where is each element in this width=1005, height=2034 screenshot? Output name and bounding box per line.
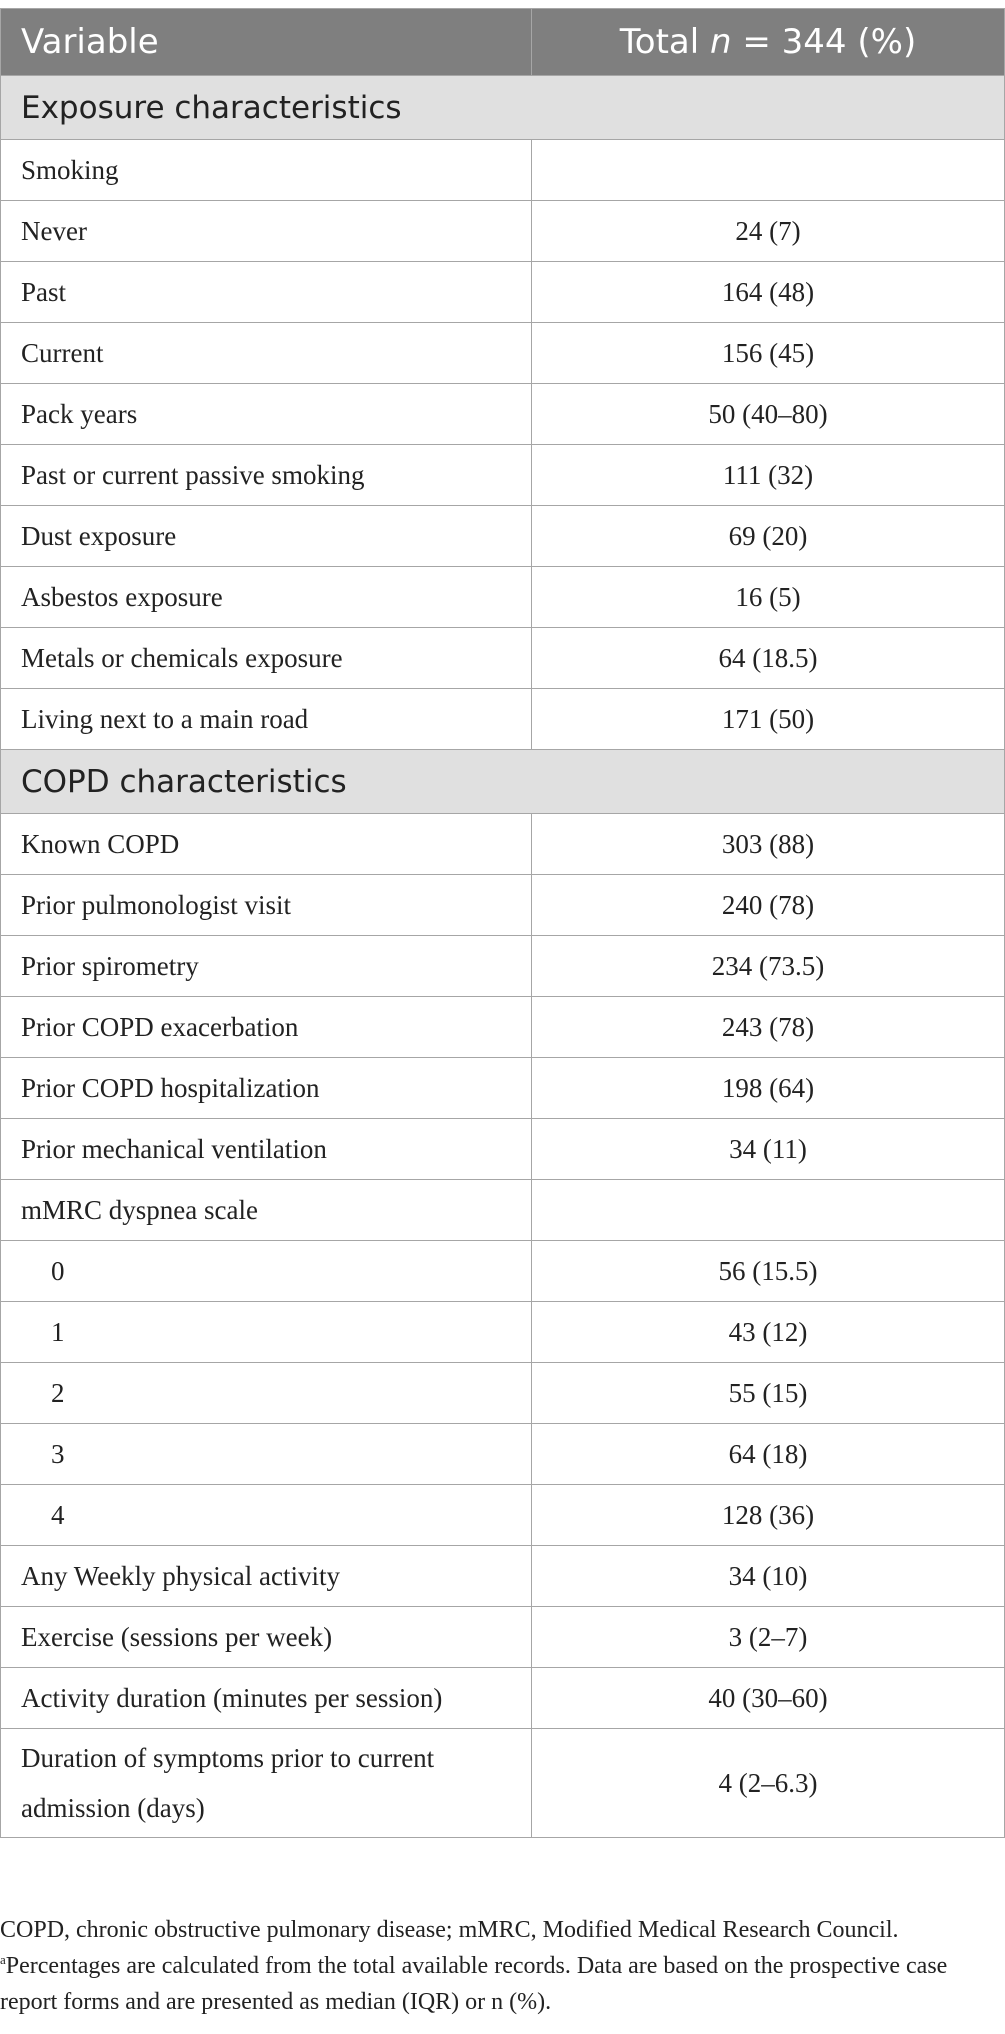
row-label: 4 (1, 1485, 532, 1546)
row-value: 24 (7) (532, 201, 1005, 262)
row-value: 3 (2–7) (532, 1607, 1005, 1668)
row-value: 156 (45) (532, 323, 1005, 384)
row-value: 34 (10) (532, 1546, 1005, 1607)
row-label: 0 (1, 1241, 532, 1302)
table-row (1, 506, 1005, 567)
header-total-n: n (710, 22, 732, 62)
table-row (1, 1119, 1005, 1180)
footnote-marker: a (0, 1952, 6, 1967)
header-total-suffix: = 344 (%) (731, 22, 917, 62)
row-label: Past or current passive smoking (1, 445, 532, 506)
row-value: 303 (88) (532, 814, 1005, 875)
table-row (1, 262, 1005, 323)
row-value: 234 (73.5) (532, 936, 1005, 997)
table-row (1, 1485, 1005, 1546)
row-value (532, 1180, 1005, 1241)
row-label: Duration of symptoms prior to current admission (days) (1, 1729, 532, 1838)
row-value (532, 140, 1005, 201)
characteristics-table (0, 8, 1005, 1838)
table-row (1, 875, 1005, 936)
row-label: Smoking (1, 140, 532, 201)
table-row (1, 1302, 1005, 1363)
header-total (532, 9, 1005, 76)
row-label: Prior COPD hospitalization (1, 1058, 532, 1119)
row-value: 56 (15.5) (532, 1241, 1005, 1302)
table-header-row (1, 9, 1005, 76)
row-value: 64 (18.5) (532, 628, 1005, 689)
row-value: 164 (48) (532, 262, 1005, 323)
row-value: 4 (2–6.3) (532, 1729, 1005, 1838)
row-label: Prior mechanical ventilation (1, 1119, 532, 1180)
row-label: 3 (1, 1424, 532, 1485)
row-label: Prior COPD exacerbation (1, 997, 532, 1058)
row-value: 69 (20) (532, 506, 1005, 567)
row-label: 1 (1, 1302, 532, 1363)
data-table-container (0, 8, 1005, 1838)
row-label: Known COPD (1, 814, 532, 875)
row-label: Past (1, 262, 532, 323)
row-label: Current (1, 323, 532, 384)
footnote-abbreviations: COPD, chronic obstructive pulmonary disease; mMRC, Modified Medical Research Council. (0, 1917, 899, 1943)
section-title: COPD characteristics (1, 750, 1005, 814)
section-header-row (1, 76, 1005, 140)
table-row (1, 689, 1005, 750)
row-label: mMRC dyspnea scale (1, 1180, 532, 1241)
table-row (1, 323, 1005, 384)
row-value: 43 (12) (532, 1302, 1005, 1363)
row-value: 243 (78) (532, 997, 1005, 1058)
row-label: Never (1, 201, 532, 262)
header-total-prefix: Total (619, 22, 710, 62)
row-label: Activity duration (minutes per session) (1, 1668, 532, 1729)
row-value: 171 (50) (532, 689, 1005, 750)
row-label: Pack years (1, 384, 532, 445)
table-row (1, 1729, 1005, 1838)
row-value: 34 (11) (532, 1119, 1005, 1180)
table-row (1, 1668, 1005, 1729)
row-label: Exercise (sessions per week) (1, 1607, 532, 1668)
row-label: Prior spirometry (1, 936, 532, 997)
table-row (1, 628, 1005, 689)
row-label: Prior pulmonologist visit (1, 875, 532, 936)
footnote-note-text: Percentages are calculated from the total available records. Data are based on the prospective case report forms and are presented as median (IQR) or n (%). (0, 1953, 948, 2015)
row-value: 55 (15) (532, 1363, 1005, 1424)
table-row (1, 201, 1005, 262)
table-footnote (0, 1912, 1005, 2020)
row-value: 111 (32) (532, 445, 1005, 506)
row-label: Any Weekly physical activity (1, 1546, 532, 1607)
table-row (1, 1607, 1005, 1668)
table-row (1, 997, 1005, 1058)
table-row (1, 1546, 1005, 1607)
row-value: 198 (64) (532, 1058, 1005, 1119)
row-label: 2 (1, 1363, 532, 1424)
row-label: Living next to a main road (1, 689, 532, 750)
table-row (1, 1058, 1005, 1119)
section-title: Exposure characteristics (1, 76, 1005, 140)
table-row (1, 1363, 1005, 1424)
row-value: 64 (18) (532, 1424, 1005, 1485)
row-label: Dust exposure (1, 506, 532, 567)
table-row (1, 1424, 1005, 1485)
footnote-note (0, 1948, 1005, 2020)
row-value: 50 (40–80) (532, 384, 1005, 445)
header-variable: Variable (1, 9, 532, 76)
table-row (1, 445, 1005, 506)
row-value: 128 (36) (532, 1485, 1005, 1546)
row-label: Metals or chemicals exposure (1, 628, 532, 689)
table-row (1, 140, 1005, 201)
table-row (1, 814, 1005, 875)
table-row (1, 1241, 1005, 1302)
row-label: Asbestos exposure (1, 567, 532, 628)
section-header-row (1, 750, 1005, 814)
row-value: 240 (78) (532, 875, 1005, 936)
table-row (1, 936, 1005, 997)
table-body (1, 76, 1005, 1838)
table-row (1, 1180, 1005, 1241)
table-row (1, 384, 1005, 445)
row-value: 16 (5) (532, 567, 1005, 628)
table-row (1, 567, 1005, 628)
row-value: 40 (30–60) (532, 1668, 1005, 1729)
